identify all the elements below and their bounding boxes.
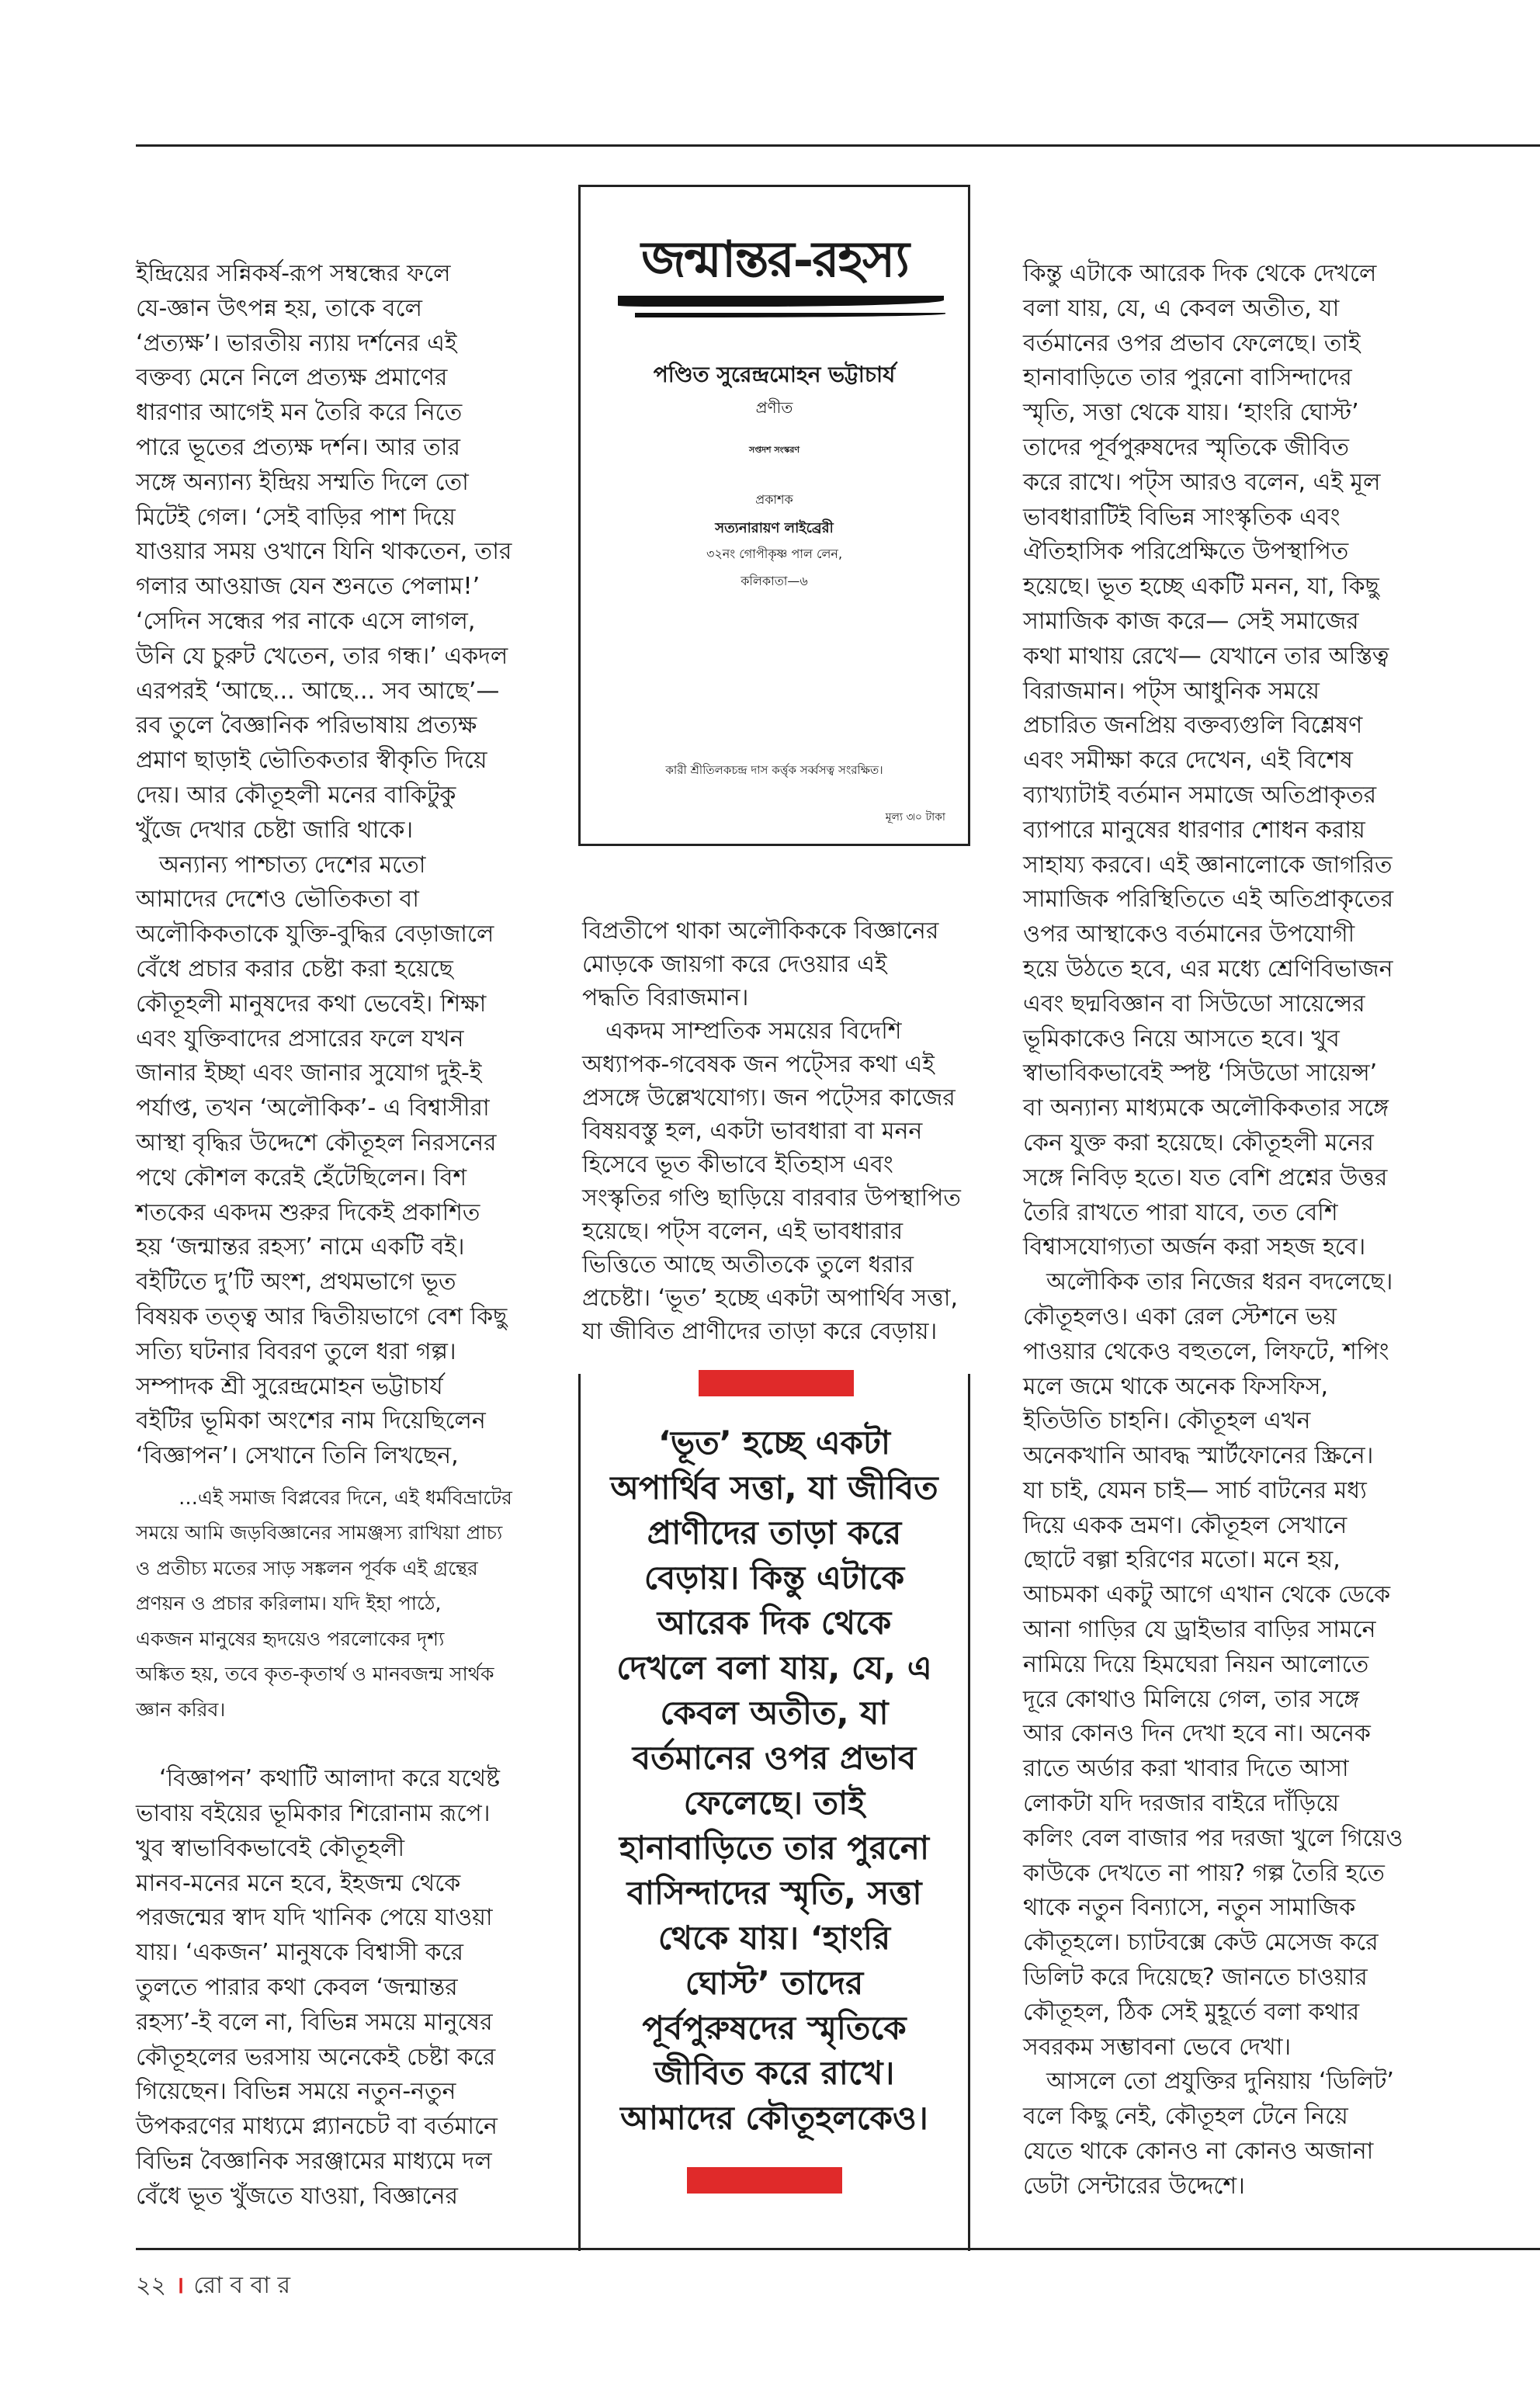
- publisher-address: ৩২নং গোপীকৃষ্ণ পাল লেন,: [706, 546, 843, 561]
- text-line: সামাজিক পরিস্থিতিতে এই অতিপ্রাকৃতের: [1023, 886, 1394, 914]
- text-line: অনেকখানি আবদ্ধ স্মার্টফোনের স্ক্রিনে।: [1023, 1442, 1374, 1470]
- text-line: এরপরই ‘আছে... আছে... সব আছে’—: [136, 677, 500, 705]
- text-line: ব্যাখ্যাটাই বর্তমান সমাজে অতিপ্রাকৃতর: [1023, 781, 1377, 809]
- text-line: কৌতূহলী মানুষদের কথা ভেবেই। শিক্ষা: [136, 990, 487, 1018]
- text-line: পদ্ধতি বিরাজমান।: [582, 984, 749, 1011]
- text-line: কথা মাথায় রেখে— যেখানে তার অস্তিত্ব: [1023, 642, 1389, 670]
- text-line: বলা যায়, যে, এ কেবল অতীত, যা: [1023, 294, 1340, 322]
- text-line: ফেলেছে। তাই: [683, 1784, 865, 1822]
- text-line: রহস্য’-ই বলে না, বিভিন্ন সময়ে মানুষের: [136, 2008, 493, 2036]
- text-line: ইন্দ্রিয়ের সন্নিকর্ষ-রূপ সম্বন্ধের ফলে: [136, 260, 451, 287]
- text-line: দিয়ে একক ভ্রমণ। কৌতূহল সেখানে: [1023, 1511, 1348, 1539]
- text-line: কেন যুক্ত করা হয়েছে। কৌতূহলী মনের: [1023, 1129, 1374, 1157]
- text-line: জ্ঞান করিব।: [136, 1698, 226, 1721]
- page-number: ২২: [136, 2272, 167, 2299]
- text-line: ভাবধারাটিই বিভিন্ন সাংস্কৃতিক এবং: [1023, 503, 1341, 531]
- text-line: করে রাখে। পট্স আরও বলেন, এই মূল: [1023, 468, 1381, 496]
- text-line: ওপর আস্থাকেও বর্তমানের উপযোগী: [1023, 921, 1355, 949]
- text-line: বইটিতে দু’টি অংশ, প্রথমভাগে ভূত: [136, 1268, 456, 1296]
- text-line: ‘সেদিন সন্ধের পর নাকে এসে লাগল,: [136, 607, 476, 635]
- text-line: বিষয়ক তত্ত্ব আর দ্বিতীয়ভাগে বেশ কিছু: [136, 1302, 508, 1330]
- publisher-label: প্রকাশক: [755, 492, 793, 507]
- text-line: অন্যান্য পাশ্চাত্য দেশের মতো: [159, 851, 426, 879]
- text-line: লোকটা যদি দরজার বাইরে দাঁড়িয়ে: [1023, 1790, 1340, 1818]
- text-line: অপার্থিব সত্তা, যা জীবিত: [610, 1469, 938, 1507]
- text-line: ‘বিজ্ঞাপন’ কথাটি আলাদা করে যথেষ্ট: [159, 1765, 501, 1793]
- text-line: গিয়েছেন। বিভিন্ন সময়ে নতুন-নতুন: [136, 2078, 456, 2106]
- text-line: কাউকে দেখতে না পায়? গল্প তৈরি হতে: [1023, 1859, 1385, 1887]
- text-line: হয়েছে। ভূত হচ্ছে একটি মনন, যা, কিছু: [1023, 573, 1379, 601]
- text-line: সত্যি ঘটনার বিবরণ তুলে ধরা গল্প।: [136, 1337, 456, 1365]
- text-line: উনি যে চুরুট খেতেন, তার গন্ধ।’ একদল: [136, 642, 508, 670]
- text-line: বর্তমানের ওপর প্রভাব ফেলেছে। তাই: [1023, 329, 1361, 357]
- article-column-2: [582, 914, 961, 1348]
- text-line: আচমকা একটু আগে এখান থেকে ডেকে: [1023, 1581, 1391, 1609]
- text-line: হয়ে উঠতে হবে, এর মধ্যে শ্রেণিবিভাজন: [1023, 955, 1393, 983]
- text-line: …এই সমাজ বিপ্লবের দিনে, এই ধর্মবিভ্রাটের: [179, 1486, 512, 1509]
- text-line: প্রণয়ন ও প্রচার করিলাম। যদি ইহা পাঠে,: [136, 1592, 442, 1615]
- text-line: রব তুলে বৈজ্ঞানিক পরিভাষায় প্রত্যক্ষ: [136, 712, 477, 740]
- publisher-city: কলিকাতা—৬: [741, 574, 808, 588]
- text-line: সময়ে আমি জড়বিজ্ঞানের সামঞ্জস্য রাখিয়া প্রাচ্য: [136, 1521, 503, 1545]
- text-line: সাহায্য করবে। এই জ্ঞানালোকে জাগরিত: [1023, 851, 1393, 879]
- text-line: সম্পাদক শ্রী সুরেন্দ্রমোহন ভট্টাচার্য: [136, 1372, 443, 1400]
- text-line: ধারণার আগেই মন তৈরি করে নিতে: [136, 399, 463, 427]
- text-line: পাওয়ার থেকেও বহুতলে, লিফটে, শপিং: [1023, 1337, 1389, 1365]
- text-line: মিটেই গেল। ‘সেই বাড়ির পাশ দিয়ে: [136, 503, 456, 531]
- text-line: থাকে নতুন বিন্যাসে, নতুন সামাজিক: [1023, 1894, 1356, 1922]
- text-line: এবং যুক্তিবাদের প্রসারের ফলে যখন: [136, 1025, 464, 1053]
- text-line: মানব-মনের মনে হবে, ইহজন্ম থেকে: [136, 1869, 461, 1897]
- text-line: তৈরি রাখতে পারা যাবে, তত বেশি: [1023, 1198, 1338, 1226]
- text-line: বলে কিছু নেই, কৌতূহল টেনে নিয়ে: [1023, 2103, 1348, 2131]
- text-line: দেয়। আর কৌতূহলী মনের বাকিটুকু: [136, 781, 456, 809]
- bottom-rule: [136, 2248, 1540, 2250]
- text-line: বেড়ায়। কিন্তু এটাকে: [643, 1559, 905, 1597]
- text-line: কৌতূহল, ঠিক সেই মুহূর্তে বলা কথার: [1023, 1998, 1360, 2026]
- text-line: যায়। ‘একজন’ মানুষকে বিশ্বাসী করে: [136, 1939, 464, 1967]
- text-line: কলিং বেল বাজার পর দরজা খুলে গিয়েও: [1023, 1824, 1403, 1852]
- text-line: একজন মানুষের হৃদয়েও পরলোকের দৃশ্য: [136, 1627, 445, 1650]
- page-footer: [136, 2266, 290, 2306]
- text-line: ও প্রতীচ্য মতের সাড় সঙ্কলন পূর্বক এই গ্রন্থের: [136, 1556, 478, 1580]
- text-line: ছোটে বল্গা হরিণের মতো। মনে হয়,: [1023, 1546, 1341, 1574]
- text-line: কৌতূহলের ভরসায় অনেকেই চেষ্টা করে: [136, 2043, 496, 2071]
- text-line: খুঁজে দেখার চেষ্টা জারি থাকে।: [136, 816, 414, 844]
- text-line: যেতে থাকে কোনও না কোনও অজানা: [1023, 2138, 1374, 2166]
- text-line: নামিয়ে দিয়ে হিমঘেরা নিয়ন আলোতে: [1023, 1650, 1369, 1678]
- text-line: আমাদের দেশেও ভৌতিকতা বা: [136, 886, 419, 914]
- text-line: মোড়কে জায়গা করে দেওয়ার এই: [582, 951, 887, 978]
- text-line: ‘ভূত’ হচ্ছে একটা: [657, 1424, 891, 1462]
- text-line: পথে কৌশল করেই হেঁটেছিলেন। বিশ: [136, 1164, 467, 1191]
- text-line: তাদের পূর্বপুরুষদের স্মৃতিকে জীবিত: [1023, 433, 1349, 461]
- text-line: যা জীবিত প্রাণীদের তাড়া করে বেড়ায়।: [582, 1318, 938, 1345]
- text-line: বিরাজমান। পট্স আধুনিক সময়ে: [1023, 677, 1320, 705]
- text-line: আরেক দিক থেকে: [657, 1604, 892, 1642]
- text-line: ভাবায় বইয়ের ভূমিকার শিরোনাম রূপে।: [136, 1799, 491, 1827]
- text-line: ঘোস্ট’ তাদের: [685, 1964, 864, 2002]
- text-line: প্রাণীদের তাড়া করে: [647, 1514, 902, 1552]
- text-line: বেঁধে প্রচার করার চেষ্টা করা হয়েছে: [136, 955, 453, 983]
- publisher-name: সত্যনারায়ণ লাইব্রেরী: [715, 520, 834, 536]
- text-line: এবং ছদ্মবিজ্ঞান বা সিউডো সায়েন্সের: [1023, 990, 1365, 1018]
- text-line: হয়েছে। পট্স বলেন, এই ভাবধারার: [582, 1218, 904, 1245]
- text-line: ইতিউতি চাহনি। কৌতূহল এখন: [1023, 1407, 1311, 1435]
- text-line: পারে ভূতের প্রত্যক্ষ দর্শন। আর তার: [136, 433, 460, 461]
- text-line: অধ্যাপক-গবেষক জন পট্সের কথা এই: [582, 1051, 935, 1078]
- copyright-note: কারী শ্রীতিলকচন্দ্র দাস কর্ত্তৃক সর্ব্বসত্ব সংরক্ষিত।: [665, 763, 883, 777]
- book-author: পণ্ডিত সুরেন্দ্রমোহন ভট্টাচার্য: [653, 362, 896, 387]
- text-line: মলে জমে থাকে অনেক ফিসফিস,: [1023, 1372, 1329, 1400]
- text-line: বাসিন্দাদের স্মৃতি, সত্তা: [626, 1874, 922, 1912]
- text-line: খুব স্বাভাবিকভাবেই কৌতূহলী: [136, 1834, 405, 1862]
- pull-quote: [578, 1420, 970, 2141]
- text-line: প্রমাণ ছাড়াই ভৌতিকতার স্বীকৃতি দিয়ে: [136, 747, 487, 775]
- text-line: অঙ্কিত হয়, তবে কৃত-কৃতার্থ ও মানবজন্ম সার্থক: [136, 1663, 494, 1686]
- text-line: বিপ্রতীপে থাকা অলৌকিককে বিজ্ঞানের: [582, 917, 939, 945]
- text-line: সবরকম সম্ভাবনা ভেবে দেখা।: [1023, 2033, 1292, 2061]
- text-line: ভূমিকাকেও নিয়ে আসতে হবে। খুব: [1023, 1025, 1340, 1053]
- text-line: হিসেবে ভূত কীভাবে ইতিহাস এবং: [582, 1151, 893, 1178]
- text-line: প্রসঙ্গে উল্লেখযোগ্য। জন পট্সের কাজের: [582, 1084, 956, 1112]
- text-line: জানার ইচ্ছা এবং জানার সুযোগ দুই-ই: [136, 1060, 482, 1087]
- text-line: পরজন্মের স্বাদ যদি খানিক পেয়ে যাওয়া: [136, 1904, 493, 1932]
- text-line: প্রচেষ্টা। ‘ভূত’ হচ্ছে একটা অপার্থিব সত্তা,: [582, 1285, 959, 1312]
- text-line: প্রচারিত জনপ্রিয় বক্তব্যগুলি বিশ্লেষণ: [1023, 712, 1363, 740]
- text-line: রাতে অর্ডার করা খাবার দিতে আসা: [1023, 1755, 1349, 1783]
- text-line: পর্যাপ্ত, তখন ‘অলৌকিক’- এ বিশ্বাসীরা: [136, 1094, 490, 1122]
- text-line: ব্যাপারে মানুষের ধারণার শোধন করায়: [1023, 816, 1365, 844]
- text-line: গলার আওয়াজ যেন শুনতে পেলাম!’: [136, 573, 480, 601]
- book-cover-image: [578, 185, 970, 846]
- text-line: থেকে যায়। ‘হাংরি: [657, 1919, 891, 1957]
- text-line: কৌতূহলও। একা রেল স্টেশনে ভয়: [1023, 1302, 1337, 1330]
- book-price: মূল্য ৩৷০ টাকা: [885, 811, 945, 824]
- text-line: ‘প্রত্যক্ষ’। ভারতীয় ন্যায় দর্শনের এই: [136, 329, 457, 357]
- text-line: অলৌকিক তার নিজের ধরন বদলেছে।: [1046, 1268, 1393, 1296]
- text-line: তুলতে পারার কথা কেবল ‘জন্মান্তর: [136, 1973, 458, 2001]
- text-line: জীবিত করে রাখে।: [654, 2054, 895, 2092]
- text-line: যাওয়ার সময় ওখানে যিনি থাকতেন, তার: [136, 538, 512, 566]
- text-line: অলৌকিকতাকে যুক্তি-বুদ্ধির বেড়াজালে: [136, 921, 494, 949]
- text-line: আর কোনও দিন দেখা হবে না। অনেক: [1023, 1720, 1371, 1748]
- text-line: বিশ্বাসযোগ্যতা অর্জন করা সহজ হবে।: [1023, 1233, 1366, 1261]
- text-line: হানাবাড়িতে তার পুরনো: [619, 1829, 930, 1867]
- text-line: বিষয়বস্তু হল, একটা ভাবধারা বা মনন: [582, 1118, 923, 1145]
- text-line: ডেটা সেন্টারের উদ্দেশে।: [1023, 2172, 1245, 2200]
- book-edition: সপ্তদশ সংস্করণ: [748, 445, 800, 455]
- text-line: যা চাই, যেমন চাই— সার্চ বাটনের মধ্য: [1023, 1476, 1367, 1504]
- magazine-name: রো ব বা র: [193, 2272, 290, 2299]
- text-line: দেখলে বলা যায়, যে, এ: [616, 1649, 932, 1687]
- article-column-3: [1023, 257, 1403, 2204]
- title-underline-decoration: [635, 313, 945, 317]
- book-authored: প্রণীত: [755, 398, 793, 417]
- text-line: আনা গাড়ির যে ড্রাইভার বাড়ির সামনে: [1023, 1616, 1376, 1644]
- text-line: স্বাভাবিকভাবেই স্পষ্ট ‘সিউডো সায়েন্স’: [1023, 1060, 1378, 1087]
- pull-quote-bottom-bar: [687, 2167, 842, 2194]
- text-line: বিভিন্ন বৈজ্ঞানিক সরঞ্জামের মাধ্যমে দল: [136, 2147, 492, 2175]
- text-line: বর্তমানের ওপর প্রভাব: [632, 1739, 917, 1777]
- text-line: সঙ্গে অন্যান্য ইন্দ্রিয় সম্মতি দিলে তো: [136, 468, 469, 496]
- text-line: কৌতূহলে। চ্যাটবক্সে কেউ মেসেজ করে: [1023, 1929, 1379, 1957]
- book-excerpt-quote: [136, 1480, 512, 1728]
- text-line: ডিলিট করে দিয়েছে? জানতে চাওয়ার: [1023, 1964, 1368, 1992]
- text-line: আসলে তো প্রযুক্তির দুনিয়ায় ‘ডিলিট’: [1046, 2068, 1394, 2096]
- text-line: আস্থা বৃদ্ধির উদ্দেশে কৌতূহল নিরসনের: [136, 1129, 497, 1157]
- text-line: সামাজিক কাজ করে— সেই সমাজের: [1023, 607, 1359, 635]
- footer-separator: ।: [175, 2272, 185, 2299]
- top-rule: [136, 144, 1540, 147]
- text-line: সঙ্গে নিবিড় হতে। যত বেশি প্রশ্নের উত্তর: [1023, 1164, 1388, 1191]
- text-line: এবং সমীক্ষা করে দেখেন, এই বিশেষ: [1023, 747, 1353, 775]
- text-line: পূর্বপুরুষদের স্মৃতিকে: [642, 2009, 907, 2047]
- book-cover-title: জন্মান্তর-রহস্য: [641, 231, 908, 289]
- text-line: উপকরণের মাধ্যমে প্ল্যানচেট বা বর্তমানে: [136, 2113, 498, 2141]
- pull-quote-top-bar: [699, 1370, 854, 1396]
- text-line: একদম সাম্প্রতিক সময়ের বিদেশি: [605, 1018, 902, 1045]
- text-line: স্মৃতি, সত্তা থেকে যায়। ‘হাংরি ঘোস্ট’: [1023, 399, 1359, 427]
- text-line: দূরে কোথাও মিলিয়ে গেল, তার সঙ্গে: [1023, 1685, 1360, 1713]
- text-line: হানাবাড়িতে তার পুরনো বাসিন্দাদের: [1023, 364, 1352, 392]
- text-line: যে-জ্ঞান উৎপন্ন হয়, তাকে বলে: [136, 294, 422, 322]
- text-line: বইটির ভূমিকা অংশের নাম দিয়েছিলেন: [136, 1407, 486, 1435]
- text-line: বেঁধে ভূত খুঁজতে যাওয়া, বিজ্ঞানের: [136, 2182, 458, 2210]
- text-line: বক্তব্য মেনে নিলে প্রত্যক্ষ প্রমাণের: [136, 364, 448, 392]
- article-column-1: [136, 257, 512, 2214]
- text-line: কেবল অতীত, যা: [660, 1694, 889, 1732]
- text-line: হয় ‘জন্মান্তর রহস্য’ নামে একটি বই।: [136, 1233, 465, 1261]
- text-line: বা অন্যান্য মাধ্যমকে অলৌকিকতার সঙ্গে: [1023, 1094, 1389, 1122]
- text-line: সংস্কৃতির গণ্ডি ছাড়িয়ে বারবার উপস্থাপিত: [582, 1184, 961, 1212]
- text-line: আমাদের কৌতূহলকেও।: [620, 2099, 928, 2137]
- text-line: ভিত্তিতে আছে অতীতকে তুলে ধরার: [582, 1251, 914, 1278]
- text-line: কিন্তু এটাকে আরেক দিক থেকে দেখলে: [1023, 260, 1377, 287]
- text-line: ‘বিজ্ঞাপন’। সেখানে তিনি লিখছেন,: [136, 1442, 459, 1470]
- text-line: শতকের একদম শুরুর দিকেই প্রকাশিত: [136, 1198, 480, 1226]
- text-line: ঐতিহাসিক পরিপ্রেক্ষিতে উপস্থাপিত: [1023, 538, 1349, 566]
